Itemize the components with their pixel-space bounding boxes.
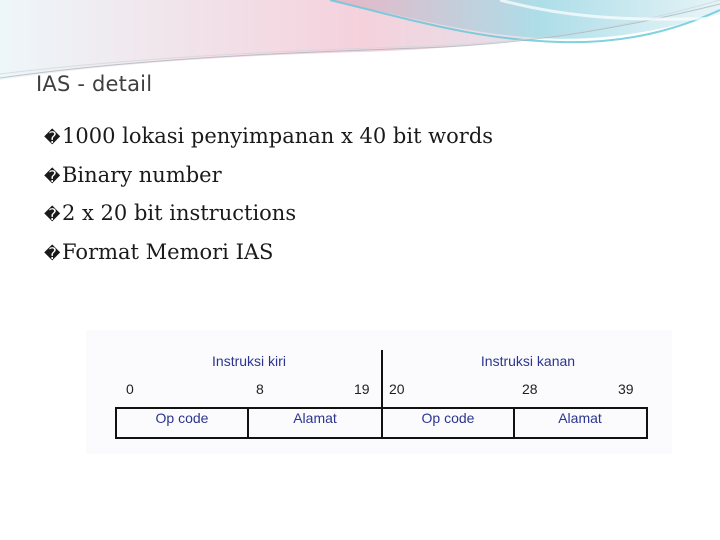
- bullet-text: Format Memori IAS: [62, 239, 274, 264]
- bullet-marker-icon: �: [44, 166, 61, 186]
- right-opcode-field: Op code: [421, 410, 475, 426]
- bullet-text: 2 x 20 bit instructions: [62, 201, 297, 225]
- bullet-item: [44, 157, 493, 196]
- bullet-text: 1000 lokasi penyimpanan x 40 bit words: [62, 124, 494, 148]
- bullet-text: Binary number: [62, 162, 222, 187]
- bullet-item: [44, 195, 493, 234]
- left-address-field: Alamat: [293, 410, 337, 426]
- memory-format-svg: [86, 330, 672, 454]
- bullet-marker-icon: �: [44, 128, 61, 147]
- left-instruction-label: Instruksi kiri: [212, 353, 286, 369]
- bullet-item: [44, 118, 493, 157]
- bit-number: 28: [522, 381, 538, 397]
- memory-format-diagram: [86, 330, 672, 454]
- bit-number: 8: [256, 381, 264, 397]
- bullet-marker-icon: �: [44, 243, 61, 263]
- right-instruction-label: Instruksi kanan: [480, 353, 576, 369]
- bit-number: 19: [354, 381, 370, 397]
- bit-number: 39: [618, 381, 634, 397]
- slide-title: IAS - detail: [36, 72, 153, 96]
- right-address-field: Alamat: [558, 410, 602, 426]
- bit-number: 0: [126, 381, 134, 397]
- left-opcode-field: Op code: [155, 410, 209, 426]
- bit-number: 20: [389, 381, 405, 397]
- bullet-marker-icon: �: [44, 205, 61, 224]
- bullet-list: [44, 118, 493, 272]
- bullet-item: [44, 234, 493, 273]
